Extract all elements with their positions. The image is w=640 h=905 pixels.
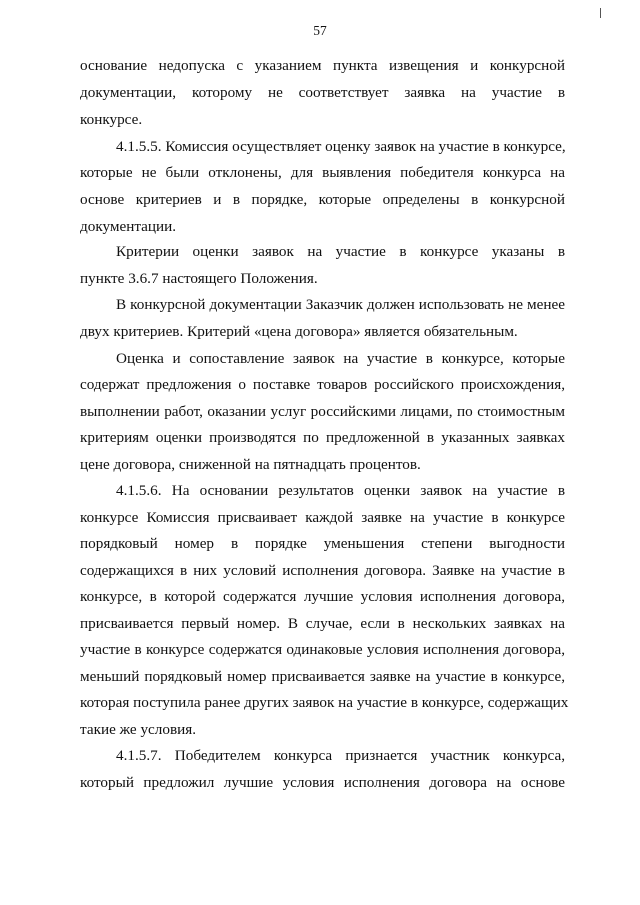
text-line: основе критериев и в порядке, которые определены в конкурсной xyxy=(80,191,565,208)
text-line: Оценка и сопоставление заявок на участие в конкурсе, которые xyxy=(116,350,565,367)
text-line: документации. xyxy=(80,218,177,235)
text-line: которые не были отклонены, для выявления победителя конкурса на xyxy=(80,164,565,181)
text-line: такие же условия. xyxy=(80,721,197,738)
text-line: меньший порядковый номер присваивается заявке на участие в конкурсе, xyxy=(80,668,565,685)
page-number: 57 xyxy=(313,23,327,38)
text-line: которая поступила ранее других заявок на участие в конкурсе, содержащих xyxy=(80,694,569,711)
text-line: участие в конкурсе содержатся одинаковые условия исполнения договора, xyxy=(80,641,565,658)
scan-mark xyxy=(600,8,601,18)
text-line: 4.1.5.6. На основании результатов оценки заявок на участие в xyxy=(116,482,565,499)
text-line: документации, которому не соответствует заявка на участие в xyxy=(80,84,565,101)
text-line: присваивается первый номер. В случае, если в нескольких заявках на xyxy=(80,615,565,632)
text-line: конкурсе Комиссия присваивает каждой заявке на участие в конкурсе xyxy=(80,509,565,526)
text-line: Критерии оценки заявок на участие в конкурсе указаны в xyxy=(116,243,565,260)
text-line: критериям оценки производятся по предложенной в указанных заявках xyxy=(80,429,565,446)
text-line: 4.1.5.5. Комиссия осуществляет оценку заявок на участие в конкурсе, xyxy=(116,138,566,155)
text-line: цене договора, сниженной на пятнадцать процентов. xyxy=(80,456,421,473)
text-line: основание недопуска с указанием пункта извещения и конкурсной xyxy=(80,57,565,74)
text-line: конкурсе. xyxy=(80,111,143,128)
text-line: В конкурсной документации Заказчик должен использовать не менее xyxy=(116,296,565,313)
text-line: конкурсе, в которой содержатся лучшие условия исполнения договора, xyxy=(80,588,565,605)
text-line: пункте 3.6.7 настоящего Положения. xyxy=(80,270,318,287)
text-line: двух критериев. Критерий «цена договора» является обязательным. xyxy=(80,323,518,340)
text-line: который предложил лучшие условия исполнения договора на основе xyxy=(80,774,565,791)
text-line: порядковый номер в порядке уменьшения степени выгодности xyxy=(80,535,565,552)
text-line: содержат предложения о поставке товаров российского происхождения, xyxy=(80,376,565,393)
text-line: выполнении работ, оказании услуг российскими лицами, по стоимостным xyxy=(80,403,565,420)
text-line: 4.1.5.7. Победителем конкурса признается участник конкурса, xyxy=(116,747,565,764)
text-line: содержащихся в них условий исполнения договора. Заявке на участие в xyxy=(80,562,565,579)
